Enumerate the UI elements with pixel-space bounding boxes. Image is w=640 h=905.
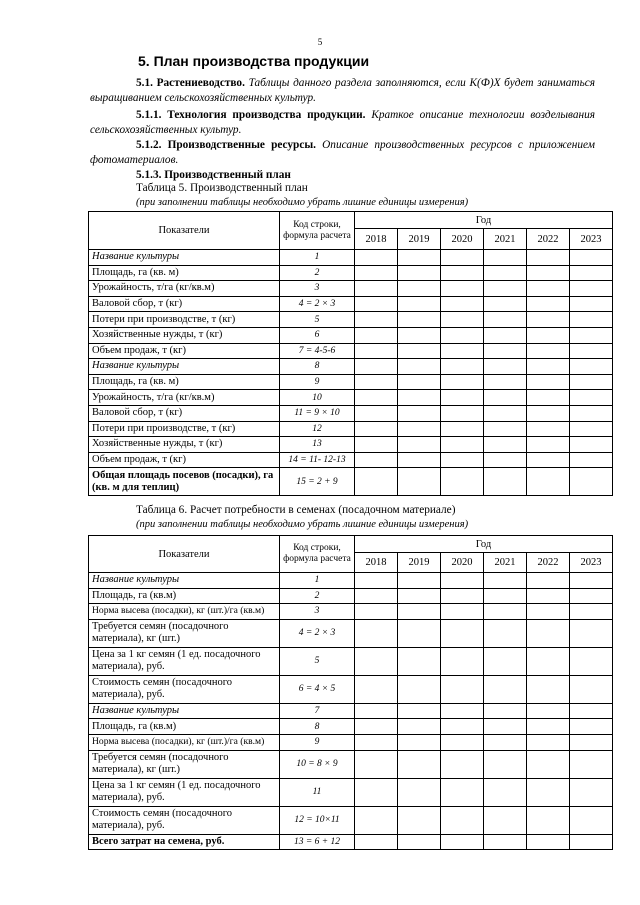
value-cell[interactable] [484, 452, 527, 468]
row-code: 5 [280, 647, 355, 675]
row-label: Цена за 1 кг семян (1 ед. посадочного материала), руб. [89, 778, 280, 806]
value-cell[interactable] [527, 281, 570, 297]
header-code: Код строки, формула расчета [280, 536, 355, 573]
value-cell[interactable] [398, 806, 441, 834]
table-row [89, 265, 613, 281]
value-cell[interactable] [355, 675, 398, 703]
value-cell[interactable] [484, 312, 527, 328]
value-cell[interactable] [398, 703, 441, 719]
value-cell[interactable] [484, 374, 527, 390]
row-label: Урожайность, т/га (кг/кв.м) [89, 390, 280, 406]
value-cell[interactable] [527, 312, 570, 328]
value-cell[interactable] [570, 647, 613, 675]
row-label: Валовой сбор, т (кг) [89, 296, 280, 312]
value-cell[interactable] [398, 250, 441, 266]
value-cell[interactable] [484, 281, 527, 297]
value-cell[interactable] [484, 359, 527, 375]
value-cell[interactable] [527, 703, 570, 719]
value-cell[interactable] [355, 390, 398, 406]
value-cell[interactable] [441, 468, 484, 496]
row-code: 7 [280, 703, 355, 719]
table-row [89, 468, 613, 496]
value-cell[interactable] [441, 296, 484, 312]
value-cell[interactable] [441, 719, 484, 735]
value-cell[interactable] [570, 405, 613, 421]
year-header: 2023 [570, 553, 613, 573]
table6-caption: Таблица 6. Расчет потребности в семенах (посадочном материале) [136, 504, 456, 516]
row-code: 13 = 6 + 12 [280, 834, 355, 850]
row-label: Потери при производстве, т (кг) [89, 312, 280, 328]
value-cell[interactable] [570, 778, 613, 806]
table-row [89, 619, 613, 647]
value-cell[interactable] [570, 619, 613, 647]
row-code: 1 [280, 250, 355, 266]
value-cell[interactable] [398, 573, 441, 589]
value-cell[interactable] [527, 619, 570, 647]
table-row [89, 778, 613, 806]
value-cell[interactable] [570, 573, 613, 589]
value-cell[interactable] [484, 604, 527, 620]
row-label: Название культуры [89, 359, 280, 375]
value-cell[interactable] [484, 619, 527, 647]
table-row [89, 327, 613, 343]
value-cell[interactable] [355, 281, 398, 297]
table-row [89, 588, 613, 604]
row-label: Хозяйственные нужды, т (кг) [89, 327, 280, 343]
value-cell[interactable] [441, 405, 484, 421]
table-row [89, 343, 613, 359]
value-cell[interactable] [441, 281, 484, 297]
value-cell[interactable] [398, 834, 441, 850]
value-cell[interactable] [398, 734, 441, 750]
value-cell[interactable] [484, 734, 527, 750]
value-cell[interactable] [570, 703, 613, 719]
row-label: Требуется семян (посадочного материала), кг (шт.) [89, 619, 280, 647]
value-cell[interactable] [527, 343, 570, 359]
value-cell[interactable] [570, 296, 613, 312]
value-cell[interactable] [398, 296, 441, 312]
value-cell[interactable] [527, 734, 570, 750]
value-cell[interactable] [484, 588, 527, 604]
row-code: 10 [280, 390, 355, 406]
value-cell[interactable] [570, 359, 613, 375]
header-indicators: Показатели [89, 212, 280, 250]
row-code: 14 = 11- 12-13 [280, 452, 355, 468]
value-cell[interactable] [527, 452, 570, 468]
table-row [89, 281, 613, 297]
value-cell[interactable] [355, 405, 398, 421]
value-cell[interactable] [355, 647, 398, 675]
row-code: 13 [280, 437, 355, 453]
value-cell[interactable] [527, 573, 570, 589]
value-cell[interactable] [570, 390, 613, 406]
value-cell[interactable] [484, 806, 527, 834]
value-cell[interactable] [484, 265, 527, 281]
year-header: 2021 [484, 553, 527, 573]
value-cell[interactable] [527, 327, 570, 343]
table-row [89, 312, 613, 328]
row-label: Норма высева (посадки), кг (шт.)/га (кв.м) [89, 734, 280, 750]
table-row [89, 806, 613, 834]
value-cell[interactable] [355, 250, 398, 266]
value-cell[interactable] [441, 250, 484, 266]
value-cell[interactable] [484, 405, 527, 421]
value-cell[interactable] [398, 619, 441, 647]
row-label: Цена за 1 кг семян (1 ед. посадочного материала), руб. [89, 647, 280, 675]
value-cell[interactable] [570, 437, 613, 453]
row-label: Название культуры [89, 573, 280, 589]
value-cell[interactable] [484, 421, 527, 437]
value-cell[interactable] [355, 452, 398, 468]
value-cell[interactable] [484, 390, 527, 406]
row-label: Потери при производстве, т (кг) [89, 421, 280, 437]
value-cell[interactable] [355, 834, 398, 850]
table5-note: (при заполнении таблицы необходимо убрать лишние единицы измерения) [136, 197, 469, 208]
table-row [89, 750, 613, 778]
value-cell[interactable] [570, 719, 613, 735]
value-cell[interactable] [484, 573, 527, 589]
table-row [89, 734, 613, 750]
table6-note: (при заполнении таблицы необходимо убрать лишние единицы измерения) [136, 519, 469, 530]
section-5-1-text: Таблицы данного раздела заполняются, если К(Ф)Х будет заниматься выращиванием сельскохозяйственных культур. [90, 77, 595, 104]
row-label: Площадь, га (кв.м) [89, 588, 280, 604]
year-header: 2019 [398, 553, 441, 573]
value-cell[interactable] [355, 296, 398, 312]
value-cell[interactable] [441, 390, 484, 406]
value-cell[interactable] [484, 719, 527, 735]
value-cell[interactable] [355, 734, 398, 750]
value-cell[interactable] [398, 604, 441, 620]
value-cell[interactable] [527, 250, 570, 266]
table-row [89, 421, 613, 437]
row-code: 11 [280, 778, 355, 806]
value-cell[interactable] [527, 588, 570, 604]
value-cell[interactable] [398, 750, 441, 778]
value-cell[interactable] [441, 604, 484, 620]
value-cell[interactable] [441, 703, 484, 719]
value-cell[interactable] [355, 778, 398, 806]
value-cell[interactable] [398, 343, 441, 359]
value-cell[interactable] [484, 468, 527, 496]
section-5-1-2-heading: 5.1.2. Производственные ресурсы. [136, 139, 316, 151]
value-cell[interactable] [441, 806, 484, 834]
row-code: 4 = 2 × 3 [280, 296, 355, 312]
value-cell[interactable] [527, 265, 570, 281]
value-cell[interactable] [355, 312, 398, 328]
section-5-1-heading: 5.1. Растениеводство. [136, 77, 245, 89]
row-code: 10 = 8 × 9 [280, 750, 355, 778]
header-year: Год [355, 536, 613, 553]
value-cell[interactable] [570, 281, 613, 297]
row-label: Валовой сбор, т (кг) [89, 405, 280, 421]
value-cell[interactable] [527, 296, 570, 312]
year-header: 2021 [484, 229, 527, 250]
value-cell[interactable] [355, 327, 398, 343]
value-cell[interactable] [441, 359, 484, 375]
year-header: 2023 [570, 229, 613, 250]
value-cell[interactable] [570, 452, 613, 468]
value-cell[interactable] [398, 437, 441, 453]
value-cell[interactable] [484, 296, 527, 312]
page-title: 5. План производства продукции [138, 53, 370, 69]
value-cell[interactable] [527, 421, 570, 437]
value-cell[interactable] [570, 327, 613, 343]
year-header: 2022 [527, 229, 570, 250]
value-cell[interactable] [355, 437, 398, 453]
table-row [89, 452, 613, 468]
year-header: 2018 [355, 229, 398, 250]
value-cell[interactable] [398, 647, 441, 675]
value-cell[interactable] [398, 405, 441, 421]
value-cell[interactable] [527, 359, 570, 375]
value-cell[interactable] [355, 619, 398, 647]
value-cell[interactable] [398, 421, 441, 437]
table-row [89, 296, 613, 312]
value-cell[interactable] [355, 806, 398, 834]
value-cell[interactable] [355, 719, 398, 735]
section-5-1-1 [90, 108, 595, 138]
value-cell[interactable] [570, 374, 613, 390]
value-cell[interactable] [484, 437, 527, 453]
year-header: 2019 [398, 229, 441, 250]
value-cell[interactable] [484, 327, 527, 343]
production-plan-table [88, 211, 613, 496]
row-label: Всего затрат на семена, руб. [89, 834, 280, 850]
table-row [89, 250, 613, 266]
value-cell[interactable] [398, 390, 441, 406]
value-cell[interactable] [398, 359, 441, 375]
row-label: Общая площадь посевов (посадки), га (кв. м для теплиц) [89, 468, 280, 496]
header-year: Год [355, 212, 613, 229]
value-cell[interactable] [355, 703, 398, 719]
section-5-1-3 [90, 168, 595, 183]
value-cell[interactable] [355, 604, 398, 620]
value-cell[interactable] [355, 573, 398, 589]
value-cell[interactable] [398, 588, 441, 604]
value-cell[interactable] [570, 312, 613, 328]
value-cell[interactable] [570, 834, 613, 850]
value-cell[interactable] [527, 405, 570, 421]
value-cell[interactable] [484, 647, 527, 675]
value-cell[interactable] [527, 806, 570, 834]
row-label: Объем продаж, т (кг) [89, 452, 280, 468]
table-row [89, 437, 613, 453]
year-header: 2022 [527, 553, 570, 573]
row-code: 15 = 2 + 9 [280, 468, 355, 496]
value-cell[interactable] [484, 778, 527, 806]
value-cell[interactable] [570, 806, 613, 834]
row-code: 12 = 10×11 [280, 806, 355, 834]
value-cell[interactable] [441, 343, 484, 359]
value-cell[interactable] [398, 312, 441, 328]
value-cell[interactable] [398, 265, 441, 281]
table-row [89, 374, 613, 390]
row-label: Название культуры [89, 703, 280, 719]
value-cell[interactable] [441, 265, 484, 281]
value-cell[interactable] [527, 834, 570, 850]
row-code: 12 [280, 421, 355, 437]
value-cell[interactable] [398, 281, 441, 297]
value-cell[interactable] [484, 250, 527, 266]
row-code: 9 [280, 374, 355, 390]
row-code: 3 [280, 281, 355, 297]
value-cell[interactable] [527, 750, 570, 778]
section-5-1-1-text: Краткое описание технологии возделывания сельскохозяйственных культур. [90, 109, 595, 136]
value-cell[interactable] [441, 750, 484, 778]
row-code: 7 = 4-5-6 [280, 343, 355, 359]
value-cell[interactable] [441, 675, 484, 703]
row-label: Стоимость семян (посадочного материала), руб. [89, 675, 280, 703]
value-cell[interactable] [441, 421, 484, 437]
seed-needs-table [88, 535, 613, 850]
section-5-1-2 [90, 138, 595, 168]
row-label: Требуется семян (посадочного материала), кг (шт.) [89, 750, 280, 778]
value-cell[interactable] [355, 359, 398, 375]
year-header: 2020 [441, 553, 484, 573]
year-header: 2018 [355, 553, 398, 573]
value-cell[interactable] [527, 468, 570, 496]
value-cell[interactable] [527, 374, 570, 390]
value-cell[interactable] [355, 588, 398, 604]
value-cell[interactable] [570, 588, 613, 604]
value-cell[interactable] [398, 719, 441, 735]
value-cell[interactable] [527, 390, 570, 406]
table-row [89, 405, 613, 421]
value-cell[interactable] [441, 588, 484, 604]
value-cell[interactable] [570, 604, 613, 620]
row-code: 4 = 2 × 3 [280, 619, 355, 647]
value-cell[interactable] [570, 421, 613, 437]
row-code: 1 [280, 573, 355, 589]
row-code: 2 [280, 588, 355, 604]
header-code: Код строки, формула расчета [280, 212, 355, 250]
value-cell[interactable] [441, 327, 484, 343]
value-cell[interactable] [441, 374, 484, 390]
value-cell[interactable] [527, 604, 570, 620]
value-cell[interactable] [398, 327, 441, 343]
value-cell[interactable] [441, 452, 484, 468]
row-code: 9 [280, 734, 355, 750]
value-cell[interactable] [398, 452, 441, 468]
value-cell[interactable] [570, 265, 613, 281]
value-cell[interactable] [398, 468, 441, 496]
section-5-1-3-heading: 5.1.3. Производственный план [136, 169, 291, 181]
row-code: 2 [280, 265, 355, 281]
row-label: Урожайность, т/га (кг/кв.м) [89, 281, 280, 297]
table-row [89, 675, 613, 703]
row-label: Площадь, га (кв.м) [89, 719, 280, 735]
value-cell[interactable] [570, 250, 613, 266]
value-cell[interactable] [355, 468, 398, 496]
row-label: Площадь, га (кв. м) [89, 265, 280, 281]
value-cell[interactable] [355, 265, 398, 281]
value-cell[interactable] [355, 750, 398, 778]
value-cell[interactable] [484, 703, 527, 719]
value-cell[interactable] [527, 719, 570, 735]
value-cell[interactable] [484, 750, 527, 778]
value-cell[interactable] [355, 374, 398, 390]
table5-caption: Таблица 5. Производственный план [136, 182, 308, 194]
value-cell[interactable] [527, 675, 570, 703]
value-cell[interactable] [570, 734, 613, 750]
row-code: 5 [280, 312, 355, 328]
row-label: Стоимость семян (посадочного материала), руб. [89, 806, 280, 834]
row-code: 8 [280, 719, 355, 735]
value-cell[interactable] [527, 778, 570, 806]
table-row [89, 834, 613, 850]
value-cell[interactable] [441, 437, 484, 453]
row-code: 11 = 9 × 10 [280, 405, 355, 421]
section-5-1-1-heading: 5.1.1. Технология производства продукции. [136, 109, 366, 121]
row-label: Хозяйственные нужды, т (кг) [89, 437, 280, 453]
value-cell[interactable] [527, 437, 570, 453]
value-cell[interactable] [441, 778, 484, 806]
value-cell[interactable] [570, 675, 613, 703]
table-row [89, 573, 613, 589]
row-label: Площадь, га (кв. м) [89, 374, 280, 390]
row-label: Норма высева (посадки), кг (шт.)/га (кв.м) [89, 604, 280, 620]
value-cell[interactable] [570, 343, 613, 359]
value-cell[interactable] [570, 468, 613, 496]
value-cell[interactable] [355, 421, 398, 437]
value-cell[interactable] [355, 343, 398, 359]
value-cell[interactable] [441, 834, 484, 850]
row-code: 6 [280, 327, 355, 343]
value-cell[interactable] [441, 312, 484, 328]
row-code: 6 = 4 × 5 [280, 675, 355, 703]
value-cell[interactable] [484, 343, 527, 359]
value-cell[interactable] [441, 619, 484, 647]
value-cell[interactable] [441, 647, 484, 675]
value-cell[interactable] [527, 647, 570, 675]
page-number: 5 [317, 37, 323, 47]
table-row [89, 703, 613, 719]
table-row [89, 647, 613, 675]
year-header: 2020 [441, 229, 484, 250]
row-code: 3 [280, 604, 355, 620]
value-cell[interactable] [441, 573, 484, 589]
header-indicators: Показатели [89, 536, 280, 573]
table-row [89, 719, 613, 735]
value-cell[interactable] [484, 675, 527, 703]
table-row [89, 359, 613, 375]
value-cell[interactable] [441, 734, 484, 750]
value-cell[interactable] [398, 675, 441, 703]
value-cell[interactable] [398, 374, 441, 390]
value-cell[interactable] [484, 834, 527, 850]
row-label: Объем продаж, т (кг) [89, 343, 280, 359]
section-5-1 [90, 76, 595, 106]
row-label: Название культуры [89, 250, 280, 266]
table-row [89, 390, 613, 406]
value-cell[interactable] [398, 778, 441, 806]
row-code: 8 [280, 359, 355, 375]
value-cell[interactable] [570, 750, 613, 778]
section-5-1-2-text: Описание производственных ресурсов с приложением фотоматериалов. [90, 139, 595, 166]
table-row [89, 604, 613, 620]
